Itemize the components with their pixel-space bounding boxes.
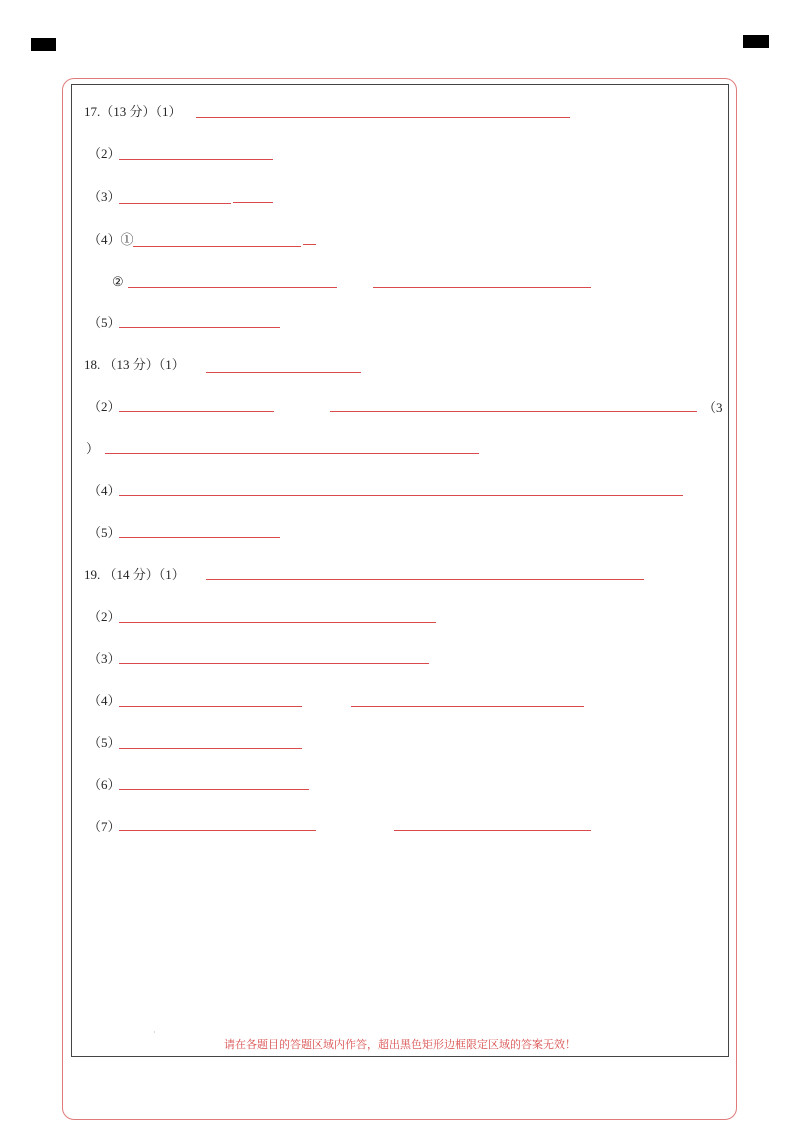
q19-1-answer-line[interactable] [206, 579, 644, 580]
q17-4b-answer-line-a[interactable] [128, 287, 337, 288]
q17-3-answer-line-a[interactable] [119, 203, 231, 204]
q19-6-answer-line[interactable] [119, 789, 309, 790]
q18-3-label-end: ） [86, 441, 100, 456]
q19-2-label: （2） [88, 609, 121, 624]
q17-header: 17.（13 分）（1） [84, 104, 182, 119]
q18-3-answer-line[interactable] [105, 453, 479, 454]
q17-4-label: （4）① [88, 232, 134, 247]
q19-4-answer-line-b[interactable] [351, 706, 584, 707]
q19-7-label: （7） [88, 819, 121, 834]
answer-region-notice: 请在各题目的答题区域内作答，超出黑色矩形边框限定区域的答案无效！ [224, 1038, 576, 1051]
q19-3-label: （3） [88, 651, 121, 666]
q17-5-answer-line[interactable] [119, 327, 280, 328]
q18-header: 18. （13 分）（1） [84, 357, 185, 372]
q18-5-label: （5） [88, 525, 121, 540]
q18-2-answer-line-b[interactable] [330, 411, 697, 412]
q19-2-answer-line[interactable] [119, 622, 436, 623]
q18-4-label: （4） [88, 483, 121, 498]
q17-1-answer-line[interactable] [196, 117, 570, 118]
q18-5-answer-line[interactable] [119, 537, 280, 538]
q18-4-answer-line[interactable] [119, 495, 683, 496]
q18-1-answer-line[interactable] [206, 372, 361, 373]
alignment-mark-left [31, 38, 56, 51]
q17-4b-answer-line-b[interactable] [373, 287, 591, 288]
q17-5-label: （5） [88, 315, 121, 330]
alignment-mark-right [743, 35, 769, 48]
q18-3-label-start: （3 [703, 400, 723, 415]
q19-7-answer-line-b[interactable] [394, 830, 591, 831]
q18-2-label: （2） [88, 399, 121, 414]
q19-7-answer-line-a[interactable] [119, 830, 316, 831]
q19-header: 19. （14 分）（1） [84, 567, 185, 582]
q17-4a-answer-line-tail[interactable] [303, 244, 316, 245]
q19-5-answer-line[interactable] [119, 748, 302, 749]
q19-4-answer-line-a[interactable] [119, 706, 302, 707]
q17-3-answer-line-b[interactable] [233, 202, 273, 203]
q18-2-answer-line-a[interactable] [119, 411, 274, 412]
q19-6-label: （6） [88, 777, 121, 792]
q17-4a-answer-line[interactable] [133, 246, 301, 247]
q19-4-label: （4） [88, 693, 121, 708]
q19-3-answer-line[interactable] [119, 663, 429, 664]
q17-3-label: （3） [88, 189, 121, 204]
q17-2-label: （2） [88, 146, 121, 161]
q17-4b-label: ② [112, 274, 124, 289]
scan-speck: · [153, 1028, 156, 1037]
q17-2-answer-line[interactable] [119, 159, 273, 160]
q19-5-label: （5） [88, 735, 121, 750]
